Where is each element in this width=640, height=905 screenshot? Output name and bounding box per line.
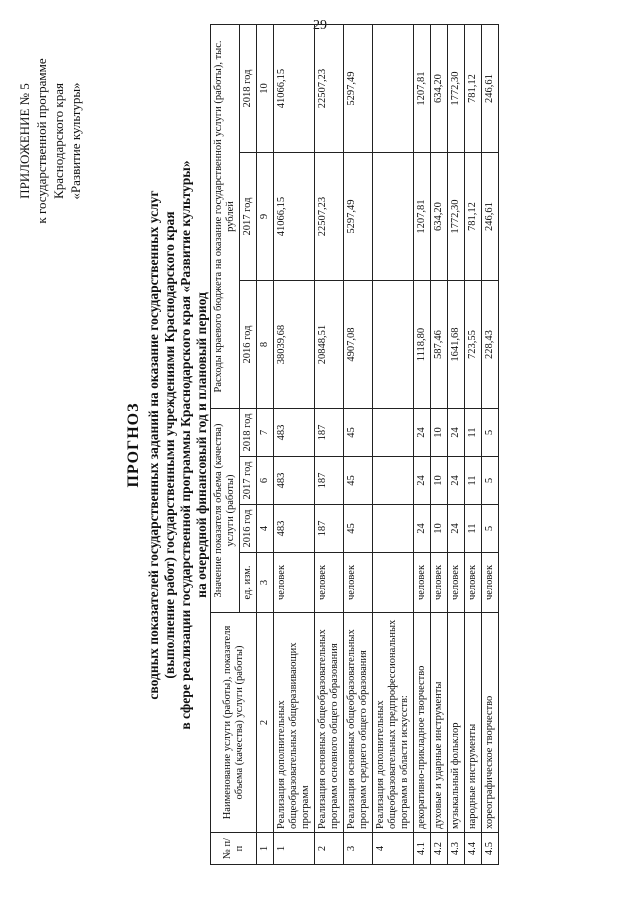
unit-cell: человек: [274, 553, 315, 613]
column-number: 3: [257, 553, 274, 613]
header-expense-year: 2017 год: [240, 153, 257, 281]
expense-2016: 228,43: [482, 281, 499, 409]
service-name: Реализация дополнительных общеобразовательных общеразвивающих программ: [274, 613, 315, 833]
header-name: Наименование услуги (работы), показателя объема (качества) услуги (работы): [211, 613, 257, 833]
volume-2017: 483: [274, 457, 315, 505]
header-unit: ед. изм.: [240, 553, 257, 613]
service-name: народные инструменты: [465, 613, 482, 833]
expense-2018: 22507,23: [315, 25, 344, 153]
volume-2017: 10: [431, 457, 448, 505]
expense-2017: 41066,15: [274, 153, 315, 281]
volume-2018: 24: [448, 409, 465, 457]
volume-2018: 45: [344, 409, 373, 457]
column-number: 6: [257, 457, 274, 505]
expense-2017: 1772,30: [448, 153, 465, 281]
expense-2017: 5297,49: [344, 153, 373, 281]
expense-2018: 246,61: [482, 25, 499, 153]
forecast-table: [210, 24, 499, 865]
table-body: [274, 25, 499, 865]
expense-2018: [373, 25, 414, 153]
expense-2016: [373, 281, 414, 409]
service-name: Реализация дополнительных общеобразовательных предпрофессиональных программ в области искусств:: [373, 613, 414, 833]
volume-2018: 10: [431, 409, 448, 457]
appendix-line: «Развитие культуры»: [68, 82, 83, 200]
volume-2018: [373, 409, 414, 457]
document-title: ПРОГНОЗ: [125, 402, 142, 488]
column-number: 2: [257, 613, 274, 833]
volume-2018: 24: [414, 409, 431, 457]
appendix-block: [16, 21, 84, 261]
volume-2018: 483: [274, 409, 315, 457]
table-row: [414, 25, 431, 865]
expense-2017: [373, 153, 414, 281]
row-number: 1: [274, 833, 315, 865]
header-year: 2016 год: [240, 505, 257, 553]
expense-2018: 1772,30: [448, 25, 465, 153]
row-number: 4.4: [465, 833, 482, 865]
expense-2017: 634,20: [431, 153, 448, 281]
expense-2016: 38039,68: [274, 281, 315, 409]
unit-cell: человек: [414, 553, 431, 613]
column-number: 10: [257, 25, 274, 153]
volume-2016: 11: [465, 505, 482, 553]
appendix-line: Краснодарского края: [51, 83, 66, 199]
expense-2018: 781,12: [465, 25, 482, 153]
service-name: Реализация основных общеобразовательных программ среднего общего образования: [344, 613, 373, 833]
appendix-title: ПРИЛОЖЕНИЕ № 5: [17, 83, 32, 199]
heading-line: на очередной финансовый год и плановый период: [194, 292, 209, 598]
table-row: [482, 25, 499, 865]
volume-2016: 24: [414, 505, 431, 553]
volume-2016: 10: [431, 505, 448, 553]
expense-2018: 5297,49: [344, 25, 373, 153]
unit-cell: человек: [465, 553, 482, 613]
table-row: [274, 25, 315, 865]
unit-cell: [373, 553, 414, 613]
header-volume-group: Значение показателя объема (качества) услуги (работы): [211, 409, 240, 613]
expense-2018: 41066,15: [274, 25, 315, 153]
service-name: духовые и ударные инструменты: [431, 613, 448, 833]
header-num: № п/п: [211, 833, 257, 865]
volume-2017: 11: [465, 457, 482, 505]
row-number: 4.1: [414, 833, 431, 865]
volume-2017: [373, 457, 414, 505]
table-row: [373, 25, 414, 865]
header-expense-year: 2016 год: [240, 281, 257, 409]
volume-2017: 45: [344, 457, 373, 505]
table-row: [315, 25, 344, 865]
volume-2016: 24: [448, 505, 465, 553]
column-number-row: [257, 25, 274, 865]
column-number: 9: [257, 153, 274, 281]
row-number: 4.2: [431, 833, 448, 865]
expense-2016: 1118,80: [414, 281, 431, 409]
header-expense-group: Расходы краевого бюджета на оказание государственной услуги (работы), тыс. рублей: [211, 25, 240, 409]
expense-2017: 246,61: [482, 153, 499, 281]
row-number: 4: [373, 833, 414, 865]
volume-2016: 45: [344, 505, 373, 553]
volume-2018: 5: [482, 409, 499, 457]
unit-cell: человек: [482, 553, 499, 613]
volume-2018: 11: [465, 409, 482, 457]
table-row: [431, 25, 448, 865]
service-name: хореографическое творчество: [482, 613, 499, 833]
volume-2017: 24: [448, 457, 465, 505]
table-row: [344, 25, 373, 865]
table-row: [448, 25, 465, 865]
service-name: декоративно-прикладное творчество: [414, 613, 431, 833]
row-number: 2: [315, 833, 344, 865]
expense-2017: 22507,23: [315, 153, 344, 281]
unit-cell: человек: [431, 553, 448, 613]
volume-2017: 187: [315, 457, 344, 505]
volume-2016: 187: [315, 505, 344, 553]
expense-2017: 781,12: [465, 153, 482, 281]
expense-2018: 1207,81: [414, 25, 431, 153]
volume-2016: 483: [274, 505, 315, 553]
service-name: музыкальный фольклор: [448, 613, 465, 833]
row-number: 4.5: [482, 833, 499, 865]
expense-2016: 1641,68: [448, 281, 465, 409]
volume-2018: 187: [315, 409, 344, 457]
service-name: Реализация основных общеобразовательных программ основного общего образования: [315, 613, 344, 833]
expense-2016: 4907,08: [344, 281, 373, 409]
column-number: 1: [257, 833, 274, 865]
header-year: 2018 год: [240, 409, 257, 457]
heading-line: (выполнение работ) государственными учреждениями Краснодарского края: [162, 211, 177, 679]
expense-2016: 723,55: [465, 281, 482, 409]
volume-2016: 5: [482, 505, 499, 553]
column-number: 8: [257, 281, 274, 409]
column-number: 4: [257, 505, 274, 553]
row-number: 3: [344, 833, 373, 865]
unit-cell: человек: [315, 553, 344, 613]
unit-cell: человек: [344, 553, 373, 613]
row-number: 4.3: [448, 833, 465, 865]
volume-2017: 24: [414, 457, 431, 505]
expense-2018: 634,20: [431, 25, 448, 153]
expense-2017: 1207,81: [414, 153, 431, 281]
heading-line: в сфере реализации государственной программы Краснодарского края «Развитие культуры»: [178, 160, 193, 730]
page-number: 29: [313, 18, 327, 33]
volume-2017: 5: [482, 457, 499, 505]
document-heading: [126, 15, 210, 875]
expense-2016: 587,46: [431, 281, 448, 409]
volume-2016: [373, 505, 414, 553]
heading-line: сводных показателей государственных заданий на оказание государственных услуг: [146, 190, 161, 700]
appendix-line: к государственной программе: [34, 58, 49, 224]
expense-2016: 20848,51: [315, 281, 344, 409]
unit-cell: человек: [448, 553, 465, 613]
rotated-document: [10, 15, 610, 875]
header-expense-year: 2018 год: [240, 25, 257, 153]
table-row: [465, 25, 482, 865]
column-number: 7: [257, 409, 274, 457]
header-year: 2017 год: [240, 457, 257, 505]
